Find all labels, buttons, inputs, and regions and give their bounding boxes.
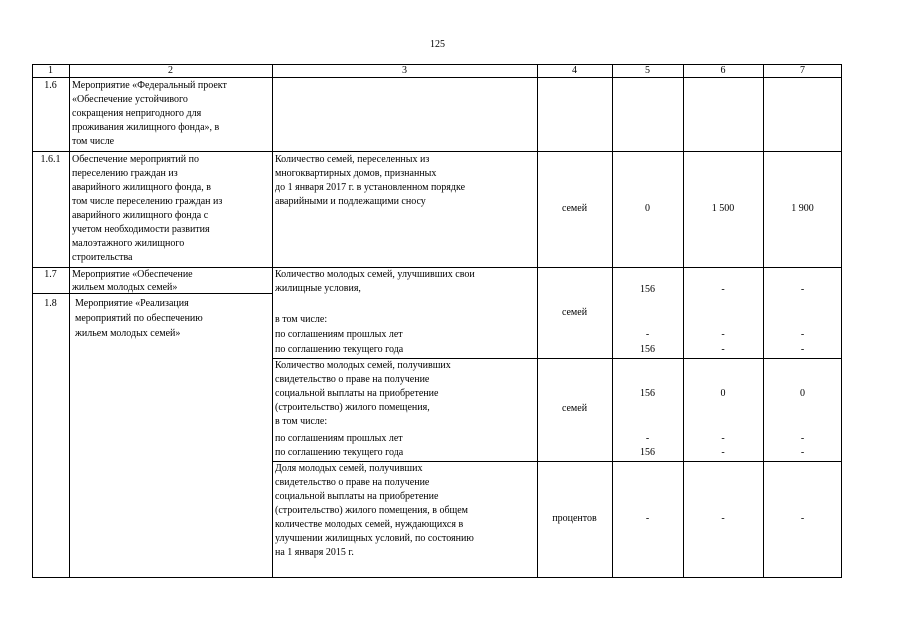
indicator-2-past-col-6: - bbox=[721, 433, 725, 444]
indicator-3-unit: процентов bbox=[552, 513, 597, 524]
header-col-4: 4 bbox=[572, 65, 577, 76]
row-1-6-1-name-line: малоэтажного жилищного bbox=[72, 238, 185, 249]
indicator-1-current-col-6: - bbox=[721, 344, 725, 355]
indicator-1-total-col-5: 156 bbox=[640, 284, 655, 295]
row-1-8-name-line: Мероприятие «Реализация bbox=[75, 298, 189, 309]
row-1-6-1-name-line: аварийного жилищного фонда с bbox=[72, 210, 209, 221]
indicator-1-past-col-6: - bbox=[721, 329, 725, 340]
row-1-6-name-line: «Обеспечение устойчивого bbox=[72, 94, 188, 105]
indicator-2-line: по соглашению текущего года bbox=[275, 447, 404, 458]
row-1-6-1-name-line: переселению граждан из bbox=[72, 168, 178, 179]
row-1-6-name-line: сокращения непригодного для bbox=[72, 108, 202, 119]
indicator-1-unit: семей bbox=[561, 307, 588, 318]
row-number-1-8: 1.8 bbox=[44, 298, 57, 309]
indicator-3-line: улучшении жилищных условий, по состоянию bbox=[275, 533, 474, 544]
row-1-6-1-indicator-line: многоквартирных домов, признанных bbox=[275, 168, 437, 179]
indicator-2-current-col-5: 156 bbox=[640, 447, 655, 458]
header-col-6: 6 bbox=[720, 65, 726, 76]
row-1-6-1-indicator-line: Количество семей, переселенных из bbox=[275, 154, 430, 165]
indicator-3-col-6: - bbox=[721, 513, 725, 524]
indicator-1-line: по соглашениям прошлых лет bbox=[275, 329, 403, 340]
indicator-1-line: жилищные условия, bbox=[275, 283, 361, 294]
indicator-1-current-col-5: 156 bbox=[640, 344, 655, 355]
indicator-2-line: свидетельство о праве на получение bbox=[275, 374, 430, 385]
row-1-8-name-line: жильем молодых семей» bbox=[75, 328, 181, 339]
indicator-2-past-col-5: - bbox=[645, 433, 650, 444]
row-1-8-name-line: мероприятий по обеспечению bbox=[75, 313, 203, 324]
indicator-1-past-col-5: - bbox=[645, 329, 650, 340]
indicator-2-past-col-7: - bbox=[800, 433, 805, 444]
indicator-1-current-col-7: - bbox=[800, 344, 805, 355]
header-col-5: 5 bbox=[645, 65, 650, 76]
page-number: 125 bbox=[430, 39, 445, 50]
indicator-1-total-col-7: - bbox=[800, 284, 805, 295]
row-1-6-1-name-line: учетом необходимости развития bbox=[72, 224, 210, 235]
indicator-3-col-5: - bbox=[645, 513, 650, 524]
indicator-3-col-7: - bbox=[800, 513, 805, 524]
row-1-7-name-line: жильем молодых семей» bbox=[72, 282, 178, 293]
row-number-1-6-1: 1.6.1 bbox=[40, 154, 61, 165]
row-1-6-1-indicator-line: аварийными и подлежащими сносу bbox=[275, 196, 426, 207]
indicator-2-unit: семей bbox=[561, 403, 588, 414]
indicator-1-line: в том числе: bbox=[275, 314, 328, 325]
row-1-6-1-col-5: 0 bbox=[645, 203, 650, 214]
row-number-1-7: 1.7 bbox=[44, 269, 57, 280]
indicator-1-line: по соглашению текущего года bbox=[275, 344, 404, 355]
header-col-2: 2 bbox=[168, 65, 173, 76]
row-1-6-1-name-line: аварийного жилищного фонда, в bbox=[72, 182, 211, 193]
indicator-2-line: по соглашениям прошлых лет bbox=[275, 433, 403, 444]
row-1-7-name-line: Мероприятие «Обеспечение bbox=[72, 269, 193, 280]
indicator-2-total-col-7: 0 bbox=[800, 388, 805, 399]
row-number-1-6: 1.6 bbox=[44, 80, 57, 91]
indicator-2-total-col-6: 0 bbox=[720, 388, 726, 399]
row-1-6-1-unit: семей bbox=[561, 203, 588, 214]
header-col-1: 1 bbox=[48, 65, 53, 76]
indicator-2-line: в том числе: bbox=[275, 416, 328, 427]
indicator-1-total-col-6: - bbox=[721, 284, 725, 295]
indicator-3-line: Доля молодых семей, получивших bbox=[275, 463, 423, 474]
indicator-3-line: на 1 января 2015 г. bbox=[275, 547, 354, 558]
indicator-1-past-col-7: - bbox=[800, 329, 805, 340]
header-col-7: 7 bbox=[800, 65, 805, 76]
row-1-6-name-line: Мероприятие «Федеральный проект bbox=[72, 80, 227, 91]
row-1-6-1-name-line: том числе переселению граждан из bbox=[72, 196, 223, 207]
row-1-6-1-indicator-line: до 1 января 2017 г. в установленном порядке bbox=[275, 182, 466, 193]
indicator-2-total-col-5: 156 bbox=[640, 388, 655, 399]
indicator-1-line: Количество молодых семей, улучшивших свои bbox=[275, 269, 475, 280]
indicator-3-line: социальной выплаты на приобретение bbox=[275, 491, 439, 502]
program-table bbox=[32, 64, 842, 578]
indicator-2-line: Количество молодых семей, получивших bbox=[275, 360, 451, 371]
indicator-3-line: свидетельство о праве на получение bbox=[275, 477, 430, 488]
row-1-6-name-line: проживания жилищного фонда», в bbox=[72, 122, 220, 133]
indicator-3-line: количестве молодых семей, нуждающихся в bbox=[275, 519, 464, 530]
indicator-2-current-col-6: - bbox=[721, 447, 725, 458]
header-col-3: 3 bbox=[402, 65, 407, 76]
row-1-6-1-col-6: 1 500 bbox=[711, 203, 735, 214]
indicator-2-line: социальной выплаты на приобретение bbox=[275, 388, 439, 399]
indicator-2-line: (строительство) жилого помещения, bbox=[275, 402, 430, 413]
indicator-3-line: (строительство) жилого помещения, в общем bbox=[275, 505, 469, 516]
indicator-2-current-col-7: - bbox=[800, 447, 805, 458]
row-1-6-1-name-line: Обеспечение мероприятий по bbox=[72, 154, 199, 165]
row-1-6-name-line: том числе bbox=[72, 136, 115, 147]
row-1-6-1-col-7: 1 900 bbox=[791, 203, 814, 214]
row-1-6-1-name-line: строительства bbox=[72, 252, 133, 263]
